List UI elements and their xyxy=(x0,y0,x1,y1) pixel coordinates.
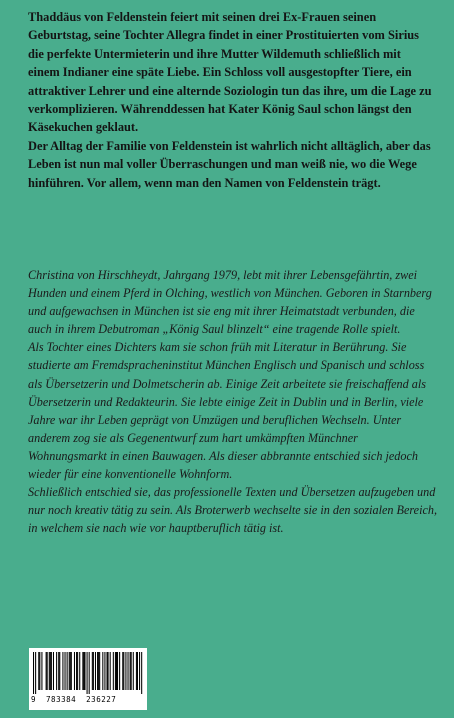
barcode-bar xyxy=(136,652,137,690)
blurb-paragraph: Der Alltag der Familie von Feldenstein ist wahrlich nicht alltäglich, aber das Leben ist nun mal voller Überraschungen und man weiß nie, wo die Wege hinführen. Vor allem, wenn man den Namen von Feldenstein trägt. xyxy=(28,138,431,190)
barcode-bar xyxy=(71,652,72,690)
barcode-bar xyxy=(62,652,63,690)
bio-paragraph: Christina von Hirschheydt, Jahrgang 1979, lebt mit ihrer Lebensgefährtin, zwei Hunden und einem Pferd in Olching, westlich von München. Geboren in Starnberg und aufgewachsen in München ist sie eng mit ihrer Heimatstadt verbunden, die auch in ihrem Debutroman „König Saul blinzelt“ eine tragende Rolle spielt. xyxy=(28,268,432,337)
barcode-bars xyxy=(33,652,143,694)
barcode-bar xyxy=(83,652,84,690)
barcode-bar xyxy=(49,652,50,690)
barcode-bar xyxy=(69,652,70,690)
barcode-bar xyxy=(76,652,77,690)
barcode-bar xyxy=(38,652,39,690)
barcode-bar xyxy=(77,652,78,690)
barcode-bar xyxy=(128,652,129,690)
barcode-bar xyxy=(116,652,117,690)
barcode-bar xyxy=(95,652,96,690)
author-bio xyxy=(28,266,438,537)
barcode-bar xyxy=(67,652,68,690)
barcode-bar xyxy=(50,652,51,690)
blurb-paragraph: Thaddäus von Feldenstein feiert mit seinen drei Ex-Frauen seinen Geburtstag, seine Tochter Allegra findet in einer Prostituierten vom Sirius die perfekte Untermieterin und ihre Mutter Wildemuth schließlich mit einem Indianer eine späte Liebe. Ein Schloss voll ausgestopfter Tiere, ein attraktiver Lehrer und eine alternde Soziologin tun das ihre, um die Lage zu verkomplizieren. Währenddessen hat Kater König Saul schon längst den Käsekuchen geklaut. xyxy=(28,10,432,135)
barcode-bar xyxy=(41,652,42,690)
barcode-bar xyxy=(53,652,54,690)
barcode-bar xyxy=(92,652,93,690)
barcode-bar xyxy=(46,652,47,690)
isbn-barcode xyxy=(29,648,147,710)
barcode-bar xyxy=(74,652,75,690)
barcode-bar xyxy=(122,652,123,690)
barcode-bar xyxy=(102,652,103,690)
barcode-bar xyxy=(47,652,48,690)
barcode-bar xyxy=(84,652,85,690)
barcode-bar xyxy=(137,652,138,690)
barcode-bar xyxy=(70,652,71,690)
barcode-bar xyxy=(35,652,36,694)
barcode-bar xyxy=(87,652,88,694)
barcode-bar xyxy=(59,652,60,690)
barcode-bar xyxy=(99,652,100,690)
barcode-bar xyxy=(65,652,66,690)
barcode-bar xyxy=(139,652,140,690)
barcode-bar xyxy=(39,652,40,690)
barcode-bar xyxy=(93,652,94,690)
barcode-bar xyxy=(51,652,52,690)
barcode-bar xyxy=(141,652,142,694)
barcode-bar xyxy=(125,652,126,690)
barcode-bar xyxy=(107,652,108,690)
barcode-bar xyxy=(82,652,83,690)
barcode-bar xyxy=(89,652,90,694)
barcode-bar xyxy=(56,652,57,690)
blurb-text xyxy=(28,8,433,192)
isbn-number: 9 783384 236227 xyxy=(31,695,117,704)
barcode-bar xyxy=(33,652,34,694)
barcode-bar xyxy=(104,652,105,690)
barcode-bar xyxy=(119,652,120,690)
barcode-bar xyxy=(97,652,98,690)
barcode-bar xyxy=(117,652,118,690)
bio-paragraph: Als Tochter eines Dichters kam sie schon früh mit Literatur in Berührung. Sie studierte am Fremdspracheninstitut München Englisch und Spanisch und schloss als Übersetzerin und Dolmetscherin ab. Einige Zeit arbeitete sie freischaffend als Übersetzerin und Redakteurin. Sie lebte einige Zeit in Dublin und in Berlin, viele Jahre war ihr Leben geprägt von Umzügen und beruflichen Wechseln. Unter anderem zog sie als Gegenentwurf zum hart umkämpften Münchner Wohnungsmarkt in einen Bauwagen. Als dieser abbrannte entschied sich jedoch wieder für eine konventionelle Wohnform. xyxy=(28,340,426,482)
barcode-bar xyxy=(108,652,109,690)
barcode-bar xyxy=(79,652,80,690)
barcode-bar xyxy=(123,652,124,690)
barcode-bar xyxy=(133,652,134,690)
barcode-bar xyxy=(115,652,116,690)
barcode-bar xyxy=(131,652,132,690)
barcode-bar xyxy=(130,652,131,690)
barcode-bar xyxy=(98,652,99,690)
bio-paragraph: Schließlich entschied sie, das professionelle Texten und Übersetzen aufzugeben und nur noch kreativ tätig zu sein. Als Broterwerb wechselte sie in den sozialen Bereich, in welchem sie nach wie vor hauptberuflich tätig ist. xyxy=(28,485,437,536)
barcode-bar xyxy=(58,652,59,690)
barcode-bar xyxy=(110,652,111,690)
barcode-bar xyxy=(113,652,114,690)
